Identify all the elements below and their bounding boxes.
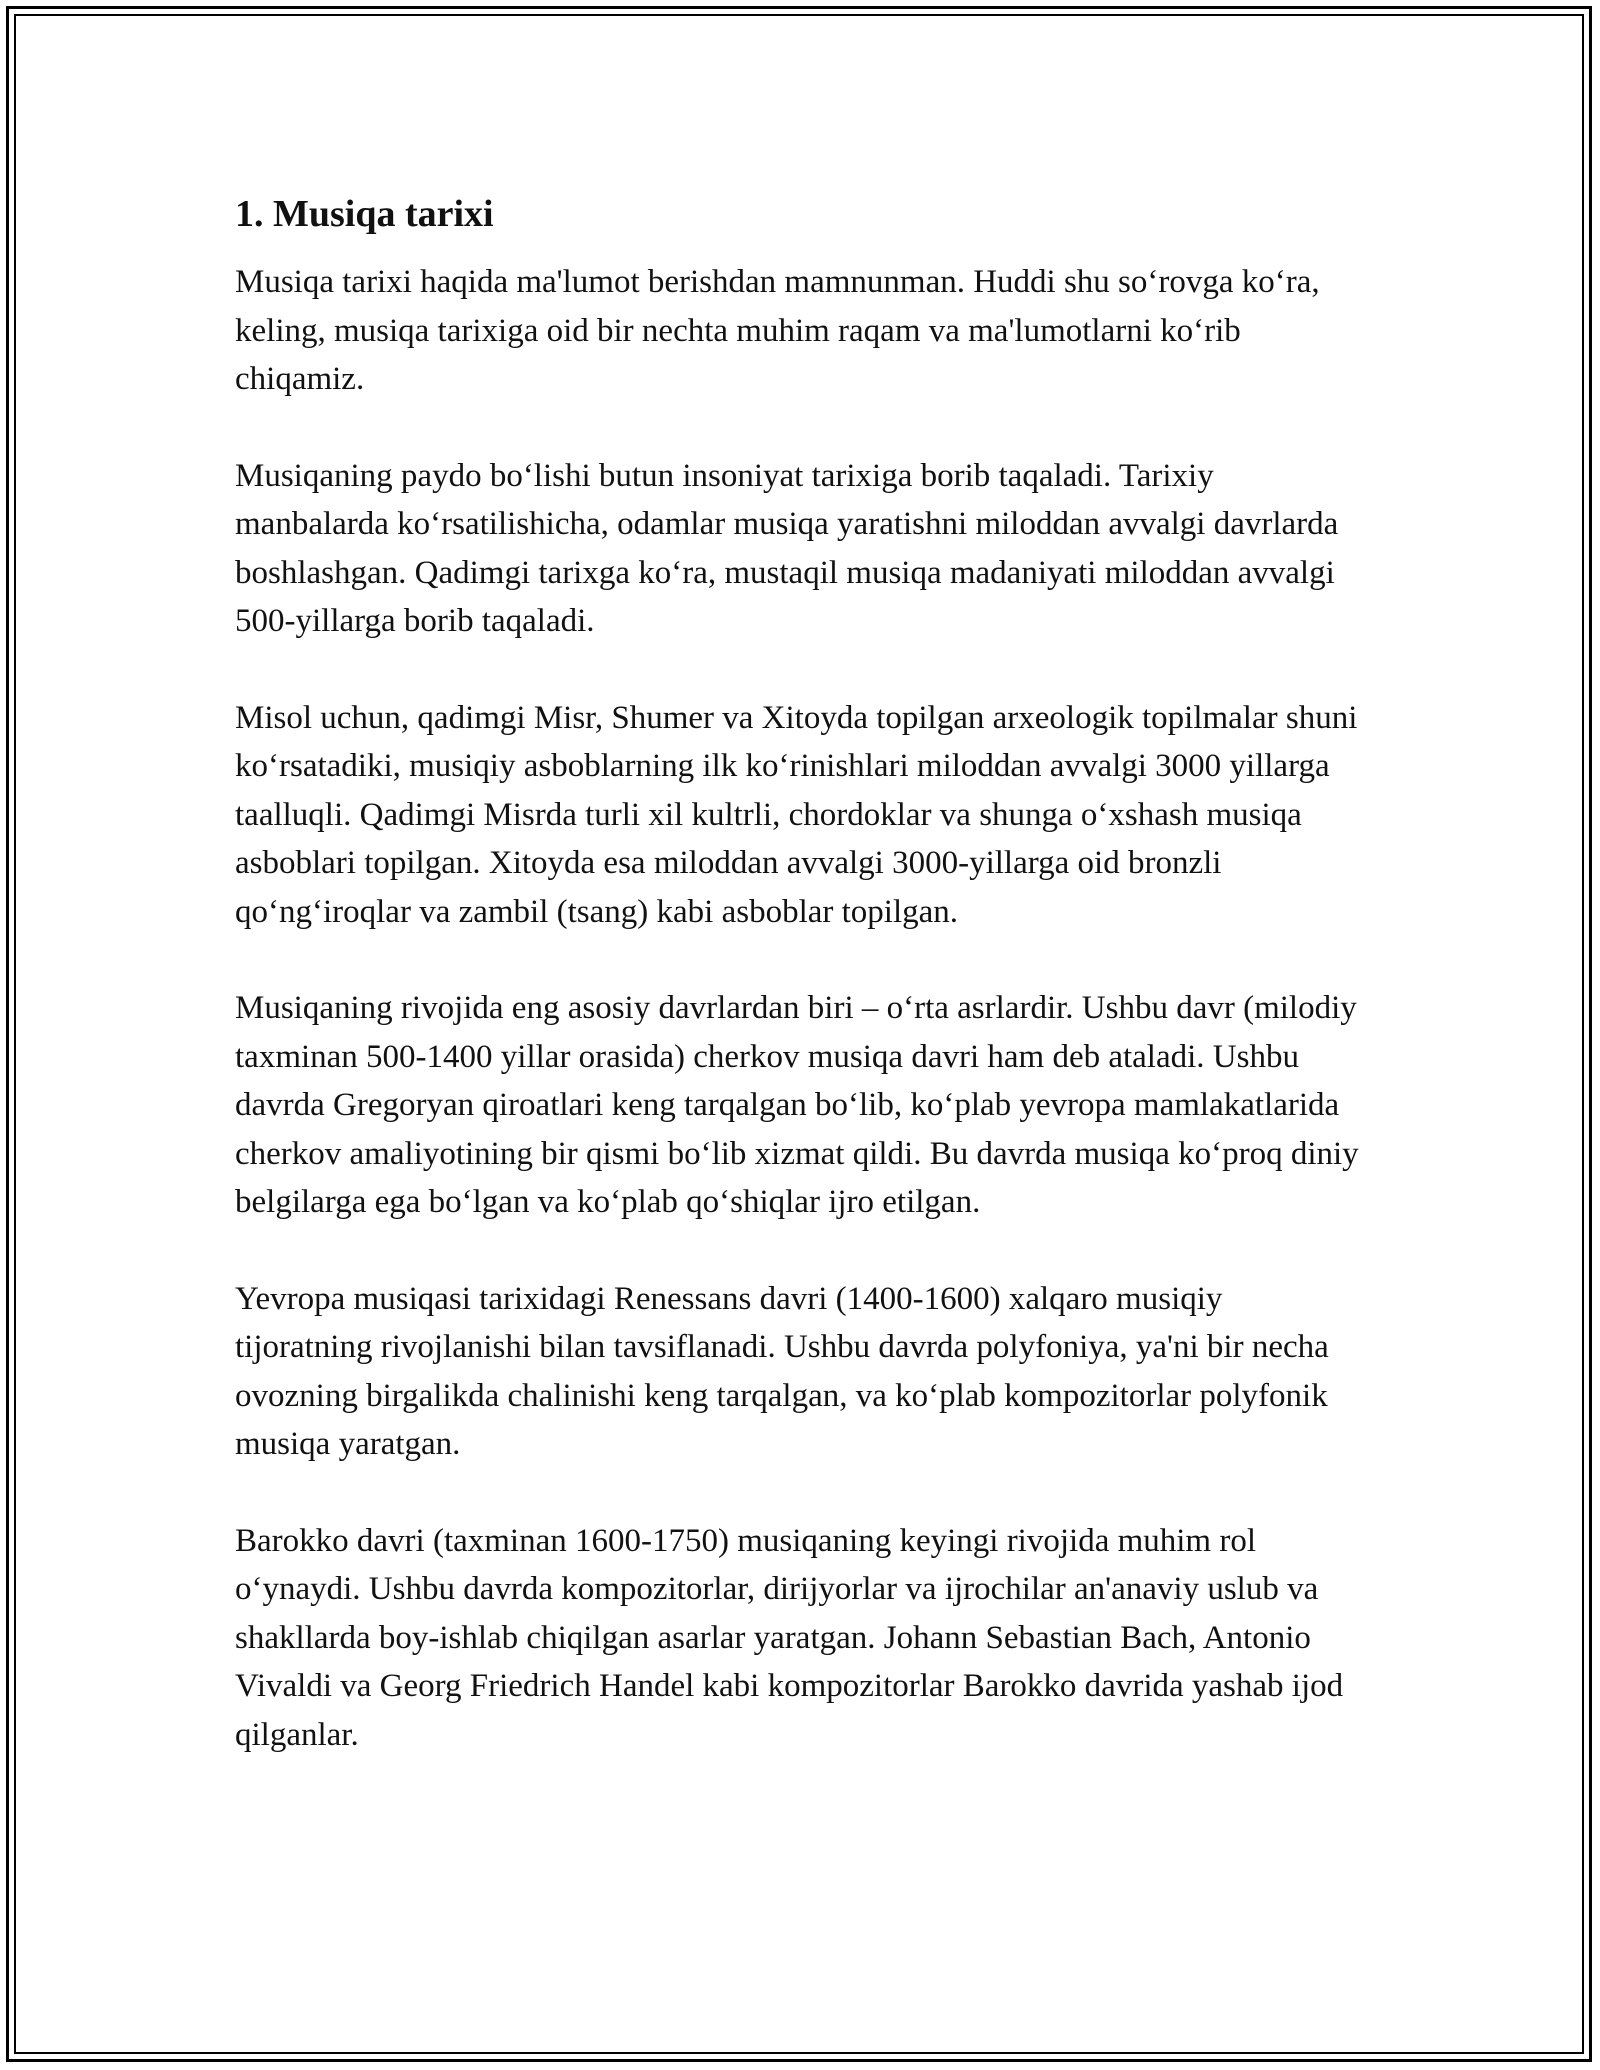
paragraph-baroque: Barokko davri (taxminan 1600-1750) musiqaning keyingi rivojida muhim rol o‘ynaydi. Ushbu davrda kompozitorlar, dirijyorlar va ijrochilar an'anaviy uslub va shakllarda boy-ishlab chiqilgan asarlar yaratgan. Johann Sebastian Bach, Antonio Vivaldi va Georg Friedrich Handel kabi kompozitorlar Barokko davrida yashab ijod qilganlar. [235, 1522, 1344, 1753]
paragraph-ancient-instruments: Misol uchun, qadimgi Misr, Shumer va Xitoyda topilgan arxeologik topilmalar shuni ko‘rsatadiki, musiqiy asboblarning ilk ko‘rinishlari miloddan avvalgi 3000 yillarga taalluqli. Qadimgi Misrda turli xil kultrli, chordoklar va shunga o‘xshash musiqa asboblari topilgan. Xitoyda esa miloddan avvalgi 3000-yillarga oid bronzli qo‘ng‘iroqlar va zambil (tsang) kabi asboblar topilgan. [235, 699, 1358, 930]
paragraph-middle-ages: Musiqaning rivojida eng asosiy davrlardan biri – o‘rta asrlardir. Ushbu davr (milodiy taxminan 500-1400 yillar orasida) cherkov musiqa davri ham deb ataladi. Ushbu davrda Gregoryan qiroatlari keng tarqalgan bo‘lib, ko‘plab yevropa mamlakatlarida cherkov amaliyotining bir qismi bo‘lib xizmat qildi. Bu davrda musiqa ko‘proq diniy belgilarga ega bo‘lgan va ko‘plab qo‘shiqlar ijro etilgan. [235, 990, 1359, 1220]
section-title: 1. Musiqa tarixi [235, 193, 494, 235]
paragraph-origins: Musiqaning paydo bo‘lishi butun insoniyat tarixiga borib taqaladi. Tarixiy manbalarda ko‘rsatilishicha, odamlar musiqa yaratishni miloddan avvalgi davrlarda boshlashgan. Qadimgi tarixga ko‘ra, mustaqil musiqa madaniyati miloddan avvalgi 500-yillarga borib taqaladi. [235, 457, 1339, 639]
paragraph-renaissance: Yevropa musiqasi tarixidagi Renessans davri (1400-1600) xalqaro musiqiy tijoratning rivojlanishi bilan tavsiflanadi. Ushbu davrda polyfoniya, ya'ni bir necha ovozning birgalikda chalinishi keng tarqalgan, va ko‘plab kompozitorlar polyfonik musiqa yaratgan. [235, 1280, 1329, 1462]
paragraph-intro: Musiqa tarixi haqida ma'lumot berishdan mamnunman. Huddi shu so‘rovga ko‘ra, keling, musiqa tarixiga oid bir nechta muhim raqam va ma'lumotlarni ko‘rib chiqamiz. [235, 264, 1320, 397]
document-page [235, 186, 1365, 1807]
